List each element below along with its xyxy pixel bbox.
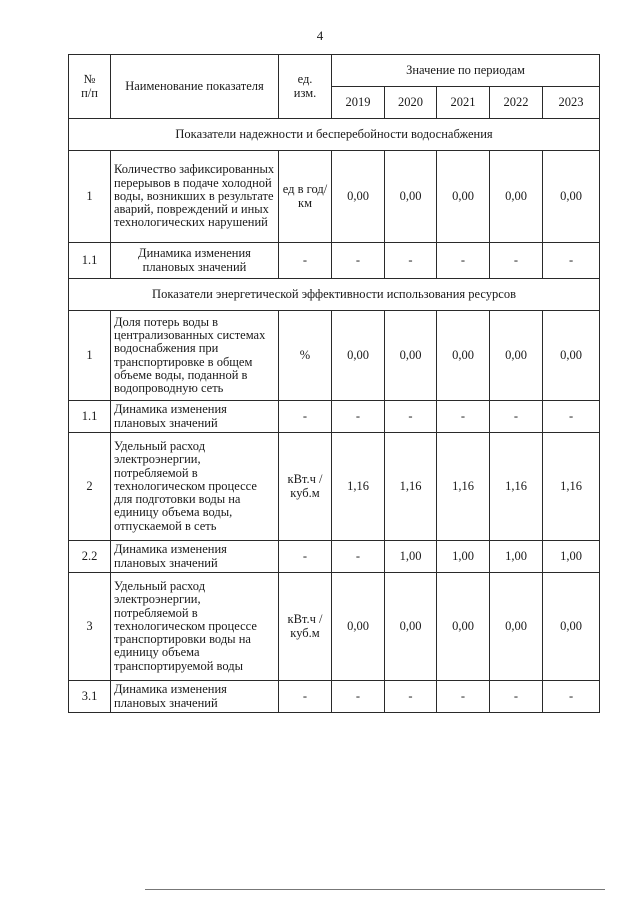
row-value: 1,00 <box>490 541 543 573</box>
row-name: Удельный расход электроэнергии, потребляемой в технологическом процессе для подготовки воды на единицу объема воды, отпускаемой в сеть <box>111 433 279 541</box>
row-value: 0,00 <box>385 151 437 243</box>
row-num: 1.1 <box>69 243 111 279</box>
row-value: 0,00 <box>385 573 437 681</box>
row-value: 0,00 <box>437 311 490 401</box>
row-value: 1,16 <box>332 433 385 541</box>
row-value: - <box>490 681 543 713</box>
row-value: - <box>543 243 600 279</box>
row-unit: кВт.ч / куб.м <box>279 573 332 681</box>
row-value: 0,00 <box>490 151 543 243</box>
indicators-table <box>68 54 600 713</box>
row-value: 1,00 <box>543 541 600 573</box>
header-year: 2022 <box>490 87 543 119</box>
page-number: 4 <box>316 28 324 43</box>
row-value: 0,00 <box>332 311 385 401</box>
row-value: 0,00 <box>543 151 600 243</box>
table-row <box>69 401 600 433</box>
row-value: 1,00 <box>437 541 490 573</box>
row-value: - <box>437 401 490 433</box>
row-num: 1 <box>69 151 111 243</box>
row-value: - <box>437 681 490 713</box>
row-value: - <box>385 401 437 433</box>
row-unit: - <box>279 541 332 573</box>
row-value: 1,16 <box>543 433 600 541</box>
header-year: 2020 <box>385 87 437 119</box>
row-num: 2.2 <box>69 541 111 573</box>
section-title: Показатели энергетической эффективности использования ресурсов <box>69 279 600 311</box>
row-value: - <box>332 541 385 573</box>
row-value: 0,00 <box>332 151 385 243</box>
header-unit: ед. изм. <box>279 55 332 119</box>
row-name: Динамика изменения плановых значений <box>111 681 279 713</box>
row-value: - <box>385 243 437 279</box>
row-unit: ед в год/ км <box>279 151 332 243</box>
row-value: 0,00 <box>437 573 490 681</box>
row-name: Динамика изменения плановых значений <box>111 401 279 433</box>
row-num: 2 <box>69 433 111 541</box>
row-value: 0,00 <box>543 573 600 681</box>
row-name: Количество зафиксированных перерывов в подаче холодной воды, возникших в результате аварий, повреждений и иных технологических нарушений <box>111 151 279 243</box>
row-num: 3.1 <box>69 681 111 713</box>
row-value: 1,16 <box>437 433 490 541</box>
header-name: Наименование показателя <box>111 55 279 119</box>
header-year: 2023 <box>543 87 600 119</box>
row-value: - <box>490 243 543 279</box>
header-year: 2019 <box>332 87 385 119</box>
header-year: 2021 <box>437 87 490 119</box>
row-name: Динамика изменения плановых значений <box>111 541 279 573</box>
header-num: № п/п <box>69 55 111 119</box>
row-value: 0,00 <box>332 573 385 681</box>
table-row <box>69 541 600 573</box>
row-name: Динамика изменения плановых значений <box>111 243 279 279</box>
bottom-divider <box>145 889 605 890</box>
table-row <box>69 311 600 401</box>
table-row <box>69 433 600 541</box>
row-value: 0,00 <box>490 573 543 681</box>
row-unit: кВт.ч / куб.м <box>279 433 332 541</box>
row-value: - <box>385 681 437 713</box>
table-row <box>69 573 600 681</box>
row-unit: % <box>279 311 332 401</box>
row-value: - <box>543 681 600 713</box>
row-value: - <box>437 243 490 279</box>
row-name: Удельный расход электроэнергии, потребляемой в технологическом процессе транспортировки воды на единицу объема транспортируемой воды <box>111 573 279 681</box>
row-name: Доля потерь воды в централизованных системах водоснабжения при транспортировке в общем объеме воды, поданной в водопроводную сеть <box>111 311 279 401</box>
row-value: 0,00 <box>490 311 543 401</box>
row-value: 1,16 <box>385 433 437 541</box>
row-value: - <box>332 401 385 433</box>
table-row <box>69 243 600 279</box>
table-row <box>69 151 600 243</box>
row-value: 1,00 <box>385 541 437 573</box>
row-value: - <box>543 401 600 433</box>
section-title: Показатели надежности и бесперебойности водоснабжения <box>69 119 600 151</box>
row-num: 1.1 <box>69 401 111 433</box>
row-unit: - <box>279 681 332 713</box>
row-unit: - <box>279 401 332 433</box>
row-value: 0,00 <box>437 151 490 243</box>
row-value: - <box>490 401 543 433</box>
header-periods: Значение по периодам <box>332 55 600 87</box>
table-row <box>69 681 600 713</box>
row-num: 1 <box>69 311 111 401</box>
row-value: - <box>332 681 385 713</box>
row-unit: - <box>279 243 332 279</box>
row-num: 3 <box>69 573 111 681</box>
row-value: 0,00 <box>543 311 600 401</box>
row-value: - <box>332 243 385 279</box>
row-value: 1,16 <box>490 433 543 541</box>
row-value: 0,00 <box>385 311 437 401</box>
